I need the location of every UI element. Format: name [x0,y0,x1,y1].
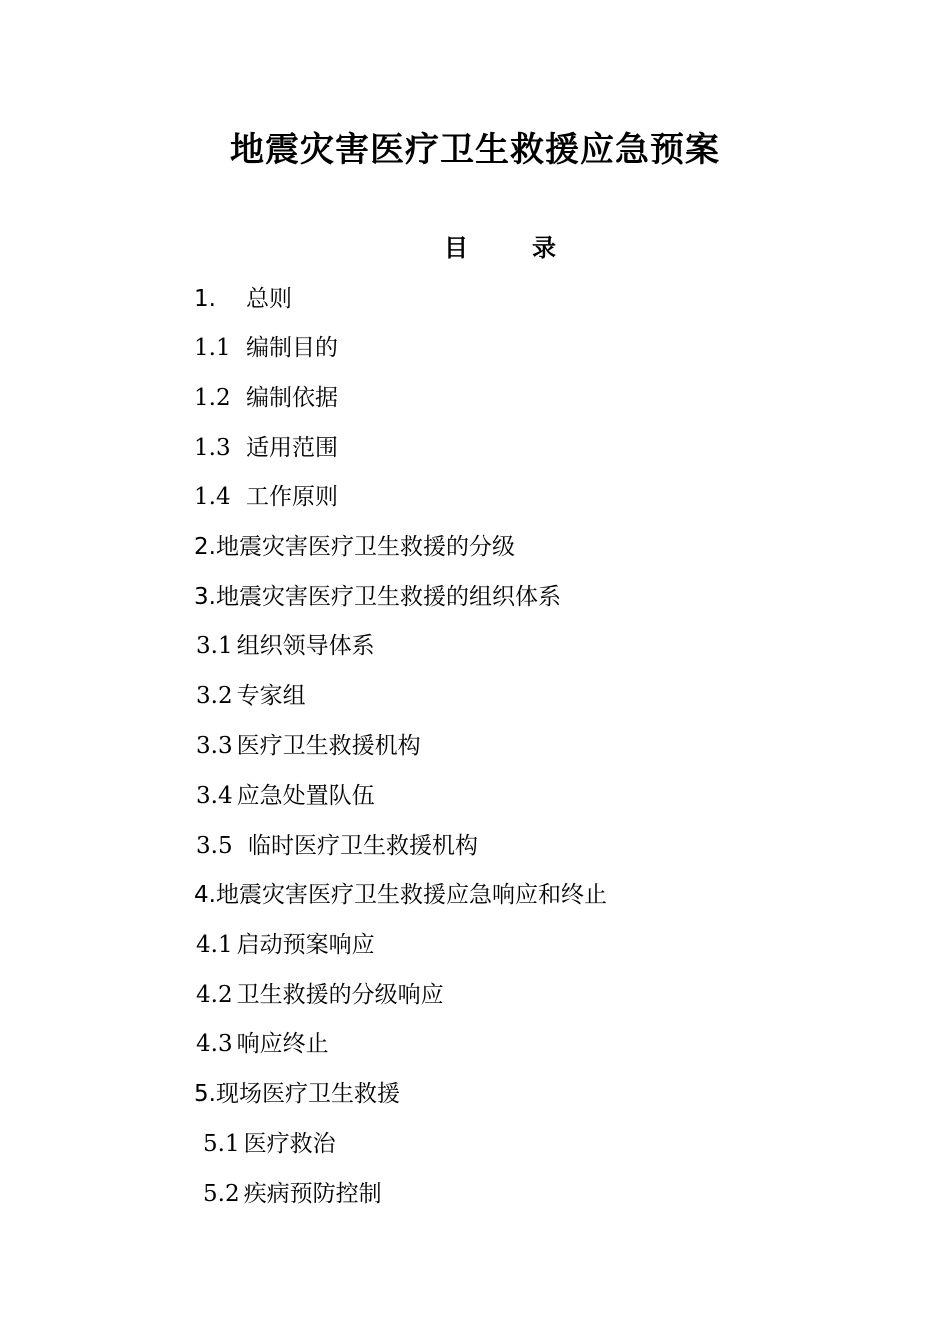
toc-item-number: 1.2 [194,385,231,411]
toc-item [194,1074,400,1114]
toc-item-text: 现场医疗卫生救援 [215,1081,400,1107]
toc-item-text: 应急处置队伍 [236,783,375,809]
toc-item-text: 临时医疗卫生救援机构 [248,833,478,859]
toc-item-number: 5.1 [203,1131,240,1157]
toc-item [203,1124,336,1164]
toc-item [196,826,478,866]
toc-item [194,477,338,517]
toc-item-number: 4.2 [196,982,233,1008]
toc-item-number: 1. [194,286,216,312]
toc-item-text: 医疗卫生救援机构 [236,733,421,759]
toc-item-text: 地震灾害医疗卫生救援的分级 [215,534,515,560]
toc-item-number: 4.3 [196,1031,233,1057]
toc-item [196,975,444,1015]
toc-item-text: 医疗救治 [243,1131,336,1157]
toc-item [194,328,338,368]
toc-item [196,726,421,766]
toc-item-text: 启动预案响应 [236,932,375,958]
toc-item [194,428,338,468]
toc-heading-left: 目 [444,234,470,262]
toc-item-text: 卫生救援的分级响应 [236,982,444,1008]
toc-item-number: 4.1 [196,932,233,958]
toc-item [196,676,306,716]
toc-item [196,1024,329,1064]
toc-item [194,527,515,567]
toc-item-text: 总则 [246,286,292,312]
toc-item-text: 专家组 [236,683,306,709]
toc-item-text: 地震灾害医疗卫生救援应急响应和终止 [215,882,607,908]
toc-item-number: 1.3 [194,435,231,461]
toc-item [196,925,375,965]
toc-item [194,279,292,319]
toc-item-text: 编制依据 [246,385,338,411]
toc-heading-right: 录 [532,234,558,262]
toc-item [203,1174,382,1214]
toc-item-text: 疾病预防控制 [243,1181,382,1207]
toc-item-number: 4. [194,882,216,908]
toc-item-number: 3.1 [196,633,233,659]
toc-item-text: 组织领导体系 [236,633,375,659]
toc-item-number: 1.1 [194,335,231,361]
toc-item-text: 编制目的 [246,335,338,361]
toc-item-text: 适用范围 [246,435,338,461]
toc-item-text: 工作原则 [246,484,338,510]
toc-item-number: 1.4 [194,484,231,510]
toc-item-number: 3.3 [196,733,233,759]
toc-item-number: 3.5 [196,833,233,859]
document-title: 地震灾害医疗卫生救援应急预案 [230,130,720,170]
toc-item-number: 5. [194,1081,216,1107]
toc-item [196,776,375,816]
toc-item [194,875,607,915]
toc-item [194,577,561,617]
toc-item-number: 2. [194,534,216,560]
toc-item-number: 5.2 [203,1181,240,1207]
toc-item-number: 3.2 [196,683,233,709]
toc-item-text: 响应终止 [236,1031,329,1057]
toc-item-number: 3. [194,584,216,610]
toc-item [194,378,338,418]
toc-item-number: 3.4 [196,783,233,809]
toc-item-text: 地震灾害医疗卫生救援的组织体系 [215,584,561,610]
toc-item [196,626,375,666]
